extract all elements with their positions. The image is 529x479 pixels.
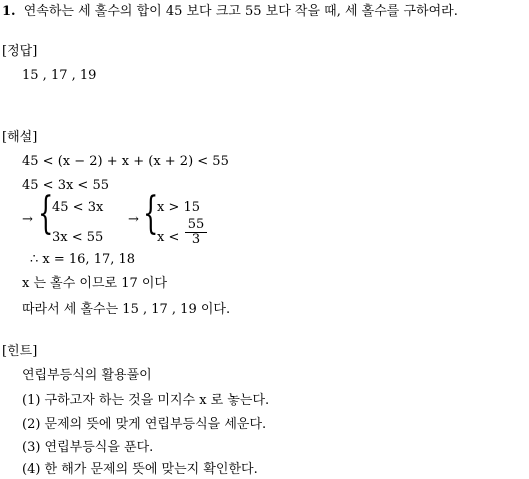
hint-step-1: (1) 구하고자 하는 것을 미지수 x 로 놓는다. — [22, 393, 270, 408]
conclusion-line-2: 따라서 세 홀수는 15 , 17 , 19 이다. — [22, 302, 231, 317]
fraction-numerator: 55 — [185, 218, 207, 233]
hint-step-2: (2) 문제의 뜻에 맞게 연립부등식을 세운다. — [22, 417, 267, 432]
solution-eq1: 45 < (x − 2) + x + (x + 2) < 55 — [22, 154, 229, 169]
hint-header: [힌트] — [2, 344, 38, 359]
therefore-line: ∴ x = 16, 17, 18 — [30, 252, 136, 267]
system1-line-b: 3x < 55 — [52, 230, 104, 245]
left-brace-1: { — [38, 188, 54, 239]
solution-eq2: 45 < 3x < 55 — [22, 178, 110, 193]
system1-line-a: 45 < 3x — [52, 200, 104, 215]
arrow-1: → — [22, 212, 33, 227]
problem-statement — [2, 4, 458, 20]
problem-number: 1. — [2, 4, 16, 19]
left-brace-2: { — [143, 188, 159, 239]
answer-value: 15 , 17 , 19 — [22, 68, 97, 83]
hint-step-3: (3) 연립부등식을 푼다. — [22, 440, 154, 455]
hint-step-4: (4) 한 해가 문제의 뜻에 맞는지 확인한다. — [22, 462, 258, 477]
system2-line-a: x > 15 — [157, 200, 201, 215]
hint-title: 연립부등식의 활용풀이 — [22, 368, 152, 383]
conclusion-line-1: x 는 홀수 이므로 17 이다 — [22, 276, 167, 291]
solution-header: [해설] — [2, 130, 38, 145]
fraction-55-over-3 — [185, 218, 207, 247]
arrow-2: → — [128, 212, 139, 227]
system2-line-b: x < — [157, 230, 180, 245]
fraction-denominator: 3 — [191, 232, 201, 247]
answer-header: [정답] — [2, 44, 38, 59]
problem-text: 연속하는 세 홀수의 합이 45 보다 크고 55 보다 작을 때, 세 홀수를 구하여라. — [23, 4, 458, 19]
